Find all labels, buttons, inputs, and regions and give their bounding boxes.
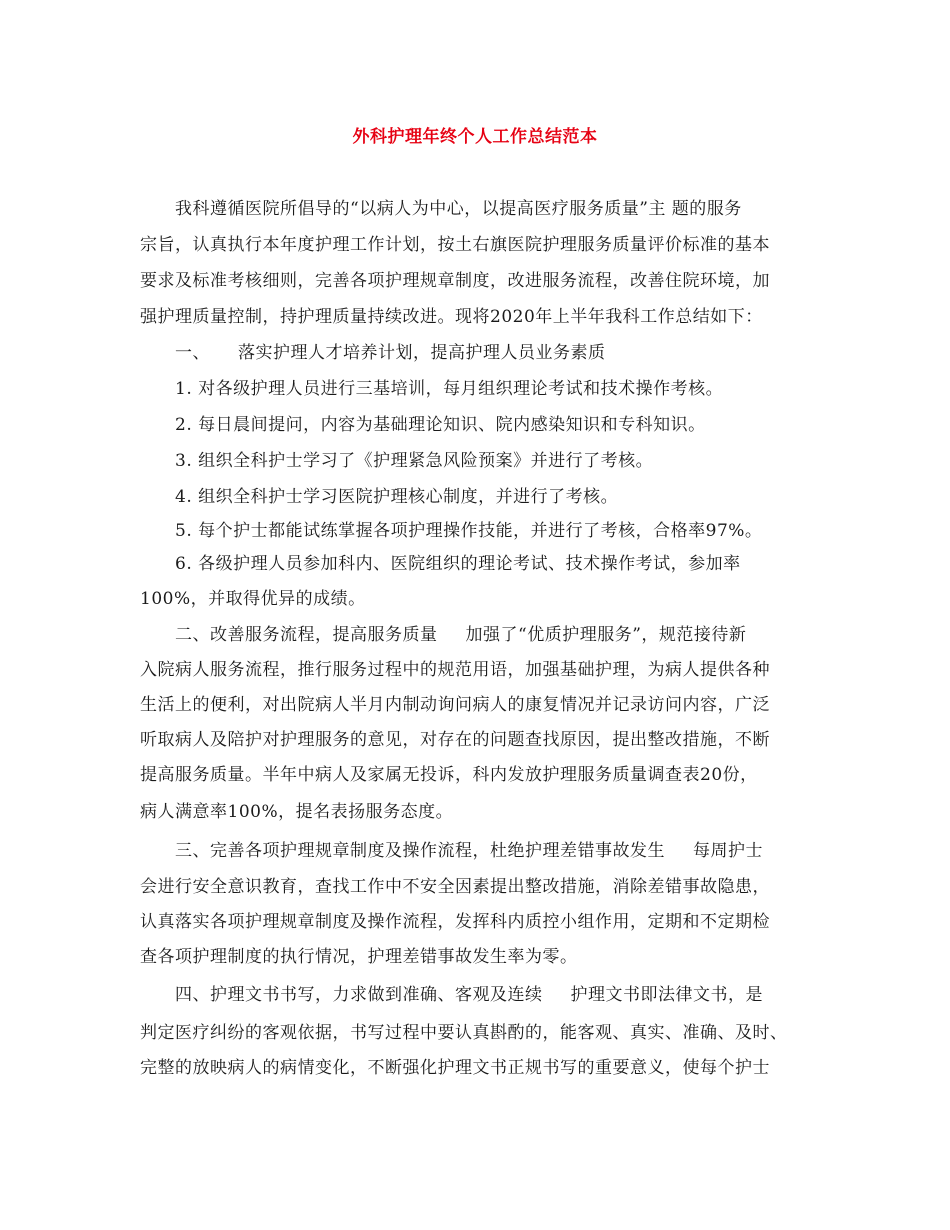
section-number: 一、: [175, 343, 210, 363]
paragraph-line: 病人满意率100%，提名表扬服务态度。: [140, 802, 454, 822]
list-item: 6. 各级护理人员参加科内、医院组织的理论考试、技术操作考试，参加率: [175, 554, 741, 574]
list-item: 3. 组织全科护士学习了《护理紧急风险预案》并进行了考核。: [175, 451, 654, 471]
paragraph-line: 强护理质量控制，持护理质量持续改进。现将2020年上半年我科工作总结如下：: [140, 307, 763, 327]
paragraph-line: 会进行安全意识教育，查找工作中不安全因素提出整改措施，消除差错事故隐患，: [140, 877, 770, 897]
list-item: 5. 每个护士都能试练掌握各项护理操作技能，并进行了考核，合格率97%。: [175, 521, 763, 541]
paragraph-line: 生活上的便利，对出院病人半月内制动询问病人的康复情况并记录访问内容，广泛: [140, 695, 770, 715]
section-heading-text: 二、改善服务流程，提高服务质量: [175, 625, 438, 645]
paragraph-line: 认真落实各项护理规章制度及操作流程，发挥科内质控小组作用，定期和不定期检: [140, 912, 770, 932]
paragraph-line: 要求及标准考核细则，完善各项护理规章制度，改进服务流程，改善住院环境，加: [140, 271, 770, 291]
list-item-continuation: 100%，并取得优异的成绩。: [140, 589, 366, 609]
paragraph-text: 每周护士: [693, 841, 763, 861]
paragraph-line: 完整的放映病人的病情变化，不断强化护理文书正规书写的重要意义，使每个护士: [140, 1058, 770, 1078]
section-heading-text: 三、完善各项护理规章制度及操作流程，杜绝护理差错事故发生: [175, 841, 665, 861]
list-item: 2. 每日晨间提问，内容为基础理论知识、院内感染知识和专科知识。: [175, 415, 706, 435]
section-heading-text: 落实护理人才培养计划，提高护理人员业务素质: [238, 343, 606, 363]
paragraph-line: 我科遵循医院所倡导的“以病人为中心，以提高医疗服务质量”主 题的服务: [175, 199, 742, 219]
paragraph-line: 提高服务质量。半年中病人及家属无投诉，科内发放护理服务质量调查表20份，: [140, 765, 758, 785]
paragraph-line: 判定医疗纠纷的客观依据，书写过程中要认真斟酌的，能客观、真实、准确、及时、: [140, 1023, 788, 1043]
paragraph-line: 听取病人及陪护对护理服务的意见，对存在的问题查找原因，提出整改措施，不断: [140, 730, 770, 750]
section-heading-text: 四、护理文书书写，力求做到准确、客观及连续: [175, 985, 543, 1005]
paragraph-line: 入院病人服务流程，推行服务过程中的规范用语，加强基础护理，为病人提供各种: [140, 660, 770, 680]
list-item: 1. 对各级护理人员进行三基培训，每月组织理论考试和技术操作考核。: [175, 379, 724, 399]
section-heading-1: [175, 340, 606, 366]
paragraph-text: 护理文书即法律文书，是: [570, 985, 763, 1005]
section-heading-2: [175, 622, 746, 648]
list-item: 4. 组织全科护士学习医院护理核心制度，并进行了考核。: [175, 487, 619, 507]
section-heading-4: [175, 982, 763, 1008]
section-heading-3: [175, 838, 763, 864]
document-title: 外科护理年终个人工作总结范本: [352, 127, 598, 147]
paragraph-line: 宗旨，认真执行本年度护理工作计划，按土右旗医院护理服务质量评价标准的基本: [140, 235, 770, 255]
paragraph-line: 查各项护理制度的执行情况，护理差错事故发生率为零。: [140, 947, 578, 967]
paragraph-text: 加强了“优质护理服务”，规范接待新: [465, 625, 747, 645]
